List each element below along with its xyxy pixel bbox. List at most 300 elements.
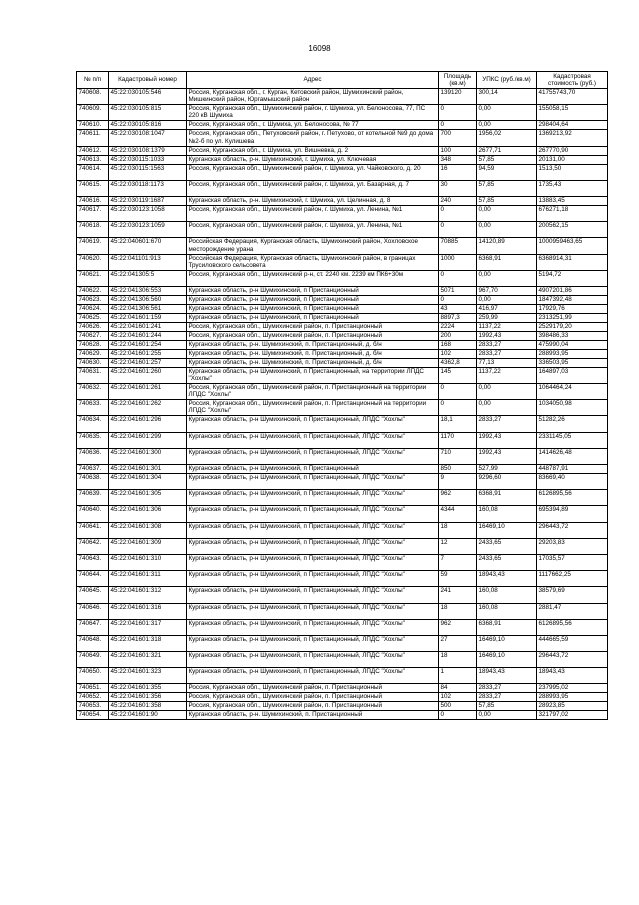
- row-number-cell: 740634.: [77, 416, 109, 432]
- cadastral-number-cell: 45:22:041306:553: [109, 286, 187, 295]
- area-cell: 200: [439, 331, 477, 340]
- upks-cell: 0,00: [477, 205, 537, 221]
- cadastral-value-cell: 288993,95: [537, 349, 608, 358]
- table-row: [77, 180, 608, 196]
- area-cell: 8897,3: [439, 313, 477, 322]
- area-cell: 145: [439, 367, 477, 383]
- address-cell: Россия, Курганская обл., Шумихинский р-н, ст. 2240 км. 2239 км ПК6+30м: [187, 270, 439, 286]
- cadastral-number-cell: 45:22:041601:355: [109, 684, 187, 693]
- cadastral-number-cell: 45:22:030119:1687: [109, 196, 187, 205]
- table-row: [77, 432, 608, 448]
- area-cell: 1: [439, 668, 477, 684]
- area-cell: 240: [439, 196, 477, 205]
- upks-cell: 259,99: [477, 313, 537, 322]
- area-cell: 1170: [439, 432, 477, 448]
- area-cell: 700: [439, 130, 477, 146]
- row-number-cell: 740628.: [77, 340, 109, 349]
- cadastral-number-cell: 45:22:041601:300: [109, 448, 187, 464]
- upks-cell: 967,70: [477, 286, 537, 295]
- area-cell: 70885: [439, 238, 477, 254]
- area-cell: 0: [439, 121, 477, 130]
- row-number-cell: 740632.: [77, 384, 109, 400]
- upks-cell: 6368,91: [477, 619, 537, 635]
- upks-cell: 2833,27: [477, 416, 537, 432]
- cadastral-value-cell: 20131,00: [537, 155, 608, 164]
- table-row: [77, 702, 608, 711]
- cadastral-number-cell: 45:22:041601:90: [109, 711, 187, 720]
- upks-cell: 2833,27: [477, 693, 537, 702]
- area-cell: 7: [439, 554, 477, 570]
- area-cell: 84: [439, 684, 477, 693]
- area-cell: 0: [439, 400, 477, 416]
- address-cell: Россия, Курганская обл., Петуховский район, г. Петухово, от котельной №9 до дома №2-б по ул. Кулишева: [187, 130, 439, 146]
- cadastral-value-cell: 2313251,99: [537, 313, 608, 322]
- cadastral-value-cell: 2529179,20: [537, 322, 608, 331]
- upks-cell: 300,14: [477, 89, 537, 105]
- cadastral-value-cell: 5194,72: [537, 270, 608, 286]
- cadastral-value-cell: 321797,02: [537, 711, 608, 720]
- cadastral-value-cell: 6126895,56: [537, 619, 608, 635]
- area-cell: 102: [439, 693, 477, 702]
- address-cell: Россия, Курганская обл., Шумихинский район, г. Шумиха, ул. Чайковского, д. 20: [187, 164, 439, 180]
- table-row: [77, 286, 608, 295]
- cadastral-number-cell: 45:22:041601:257: [109, 358, 187, 367]
- address-cell: Курганская область, р-н Шумихинский, п Пристанционный: [187, 313, 439, 322]
- cadastral-value-cell: 336503,95: [537, 358, 608, 367]
- row-number-cell: 740621.: [77, 270, 109, 286]
- table-body: [77, 89, 608, 720]
- upks-cell: 2833,27: [477, 349, 537, 358]
- header-cadastral-value: Кадастровая стоимость (руб.): [537, 72, 608, 89]
- row-number-cell: 740642.: [77, 538, 109, 554]
- table-row: [77, 322, 608, 331]
- table-row: [77, 89, 608, 105]
- upks-cell: 1137,22: [477, 367, 537, 383]
- upks-cell: 2833,27: [477, 684, 537, 693]
- cadastral-value-cell: 18943,43: [537, 668, 608, 684]
- cadastral-value-cell: 1414626,48: [537, 448, 608, 464]
- upks-cell: 1956,02: [477, 130, 537, 146]
- area-cell: 18: [439, 522, 477, 538]
- cadastral-number-cell: 45:22:041601:299: [109, 432, 187, 448]
- address-cell: Курганская область, р-н Шумихинский, п Пристанционный, ЛПДС "Хохлы": [187, 554, 439, 570]
- cadastral-number-cell: 45:22:041601:255: [109, 349, 187, 358]
- cadastral-number-cell: 45:22:041601:306: [109, 506, 187, 522]
- row-number-cell: 740653.: [77, 702, 109, 711]
- table-row: [77, 222, 608, 238]
- upks-cell: 160,08: [477, 587, 537, 603]
- upks-cell: 0,00: [477, 400, 537, 416]
- table-row: [77, 538, 608, 554]
- cadastral-number-cell: 45:22:041601:316: [109, 603, 187, 619]
- header-cadastral-number: Кадастровый номер: [109, 72, 187, 89]
- table-row: [77, 619, 608, 635]
- address-cell: Россия, Курганская обл., Шумихинский район, г. Шумиха, ул. Белоносова, 77, ПС 220 кВ Шумиха: [187, 105, 439, 121]
- cadastral-number-cell: 45:22:041601:358: [109, 702, 187, 711]
- area-cell: 962: [439, 490, 477, 506]
- cadastral-value-cell: 6368914,31: [537, 254, 608, 270]
- cadastral-number-cell: 45:22:030105:816: [109, 121, 187, 130]
- row-number-cell: 740611.: [77, 130, 109, 146]
- cadastral-value-cell: 28923,85: [537, 702, 608, 711]
- table-row: [77, 164, 608, 180]
- area-cell: 18: [439, 603, 477, 619]
- cadastral-number-cell: 45:22:041601:310: [109, 554, 187, 570]
- address-cell: Курганская область, р-н Шумихинский, п Пристанционный, ЛПДС "Хохлы": [187, 432, 439, 448]
- row-number-cell: 740633.: [77, 400, 109, 416]
- cadastral-value-cell: 676271,18: [537, 205, 608, 221]
- cadastral-value-cell: 1117662,25: [537, 571, 608, 587]
- area-cell: 0: [439, 711, 477, 720]
- cadastral-number-cell: 45:22:041601:296: [109, 416, 187, 432]
- table-row: [77, 205, 608, 221]
- row-number-cell: 740641.: [77, 522, 109, 538]
- upks-cell: 14120,89: [477, 238, 537, 254]
- cadastral-value-cell: 298404,64: [537, 121, 608, 130]
- row-number-cell: 740618.: [77, 222, 109, 238]
- address-cell: Курганская область, р-н Шумихинский, п Пристанционный, ЛПДС "Хохлы": [187, 635, 439, 651]
- address-cell: Россия, Курганская обл., г. Курган, Кетовский район, Шумихинский район, Мишкинский район, Юргамышский район: [187, 89, 439, 105]
- area-cell: 102: [439, 349, 477, 358]
- cadastral-value-cell: 288993,95: [537, 693, 608, 702]
- table-row: [77, 105, 608, 121]
- cadastral-number-cell: 45:22:041601:262: [109, 400, 187, 416]
- row-number-cell: 740650.: [77, 668, 109, 684]
- address-cell: Курганская область, р-н. Шумихинский, п. Пристанционный, д. б/н: [187, 349, 439, 358]
- cadastral-number-cell: 45:22:041601:311: [109, 571, 187, 587]
- upks-cell: 6368,91: [477, 254, 537, 270]
- row-number-cell: 740625.: [77, 313, 109, 322]
- address-cell: Курганская область, р-н Шумихинский, п Пристанционный, ЛПДС "Хохлы": [187, 668, 439, 684]
- table-row: [77, 367, 608, 383]
- cadastral-number-cell: 45:22:041601:318: [109, 635, 187, 651]
- cadastral-number-cell: 45:22:041601:241: [109, 322, 187, 331]
- cadastral-value-cell: 38579,69: [537, 587, 608, 603]
- header-area: Площадь (кв.м): [439, 72, 477, 89]
- cadastral-value-cell: 1735,43: [537, 180, 608, 196]
- cadastral-value-cell: 6126895,56: [537, 490, 608, 506]
- area-cell: 850: [439, 465, 477, 474]
- table-row: [77, 130, 608, 146]
- cadastral-value-cell: 155058,15: [537, 105, 608, 121]
- table-header-row: [77, 72, 608, 89]
- cadastral-number-cell: 45:22:041601:312: [109, 587, 187, 603]
- upks-cell: 18943,43: [477, 571, 537, 587]
- address-cell: Россия, Курганская обл., Шумихинский район, п. Пристанционный: [187, 331, 439, 340]
- row-number-cell: 740627.: [77, 331, 109, 340]
- table-row: [77, 254, 608, 270]
- row-number-cell: 740646.: [77, 603, 109, 619]
- upks-cell: 1992,43: [477, 432, 537, 448]
- upks-cell: 1137,22: [477, 322, 537, 331]
- cadastral-value-cell: 13883,45: [537, 196, 608, 205]
- upks-cell: 16469,10: [477, 522, 537, 538]
- upks-cell: 527,99: [477, 465, 537, 474]
- table-row: [77, 474, 608, 490]
- area-cell: 18,1: [439, 416, 477, 432]
- cadastral-number-cell: 45:22:030123:1059: [109, 222, 187, 238]
- address-cell: Россия, Курганская обл., Шумихинский район, п. Пристанционный на территории ЛПДС "Хохлы": [187, 400, 439, 416]
- address-cell: Курганская область, р-н Шумихинский, п Пристанционный, ЛПДС "Хохлы": [187, 448, 439, 464]
- cadastral-number-cell: 45:22:030118:1173: [109, 180, 187, 196]
- row-number-cell: 740623.: [77, 295, 109, 304]
- table-row: [77, 349, 608, 358]
- row-number-cell: 740620.: [77, 254, 109, 270]
- address-cell: Курганская область, р-н Шумихинский, п Пристанционный, ЛПДС "Хохлы": [187, 522, 439, 538]
- row-number-cell: 740635.: [77, 432, 109, 448]
- cadastral-value-cell: 1847392,48: [537, 295, 608, 304]
- upks-cell: 9296,60: [477, 474, 537, 490]
- address-cell: Курганская область, р-н Шумихинский, п Пристанционный, ЛПДС "Хохлы": [187, 571, 439, 587]
- table-row: [77, 693, 608, 702]
- table-row: [77, 603, 608, 619]
- area-cell: 710: [439, 448, 477, 464]
- cadastral-value-cell: 51282,26: [537, 416, 608, 432]
- upks-cell: 1992,43: [477, 331, 537, 340]
- cadastral-number-cell: 45:22:041601:323: [109, 668, 187, 684]
- upks-cell: 16469,10: [477, 652, 537, 668]
- table-row: [77, 358, 608, 367]
- cadastral-value-cell: 4907201,86: [537, 286, 608, 295]
- upks-cell: 160,08: [477, 506, 537, 522]
- row-number-cell: 740612.: [77, 146, 109, 155]
- address-cell: Курганская область, р-н. Шумихинский, п. Пристанционный: [187, 711, 439, 720]
- address-cell: Россия, Курганская обл., Шумихинский район, п. Пристанционный: [187, 322, 439, 331]
- address-cell: Россия, Курганская обл., г. Шумиха, ул. Белоносова, № 77: [187, 121, 439, 130]
- row-number-cell: 740617.: [77, 205, 109, 221]
- cadastral-value-cell: 1513,50: [537, 164, 608, 180]
- cadastral-value-cell: 2331145,05: [537, 432, 608, 448]
- cadastral-value-cell: 1369213,92: [537, 130, 608, 146]
- area-cell: 0: [439, 205, 477, 221]
- header-num: № п/п: [77, 72, 109, 89]
- cadastral-value-cell: 267770,90: [537, 146, 608, 155]
- area-cell: 962: [439, 619, 477, 635]
- row-number-cell: 740629.: [77, 349, 109, 358]
- cadastral-value-cell: 200562,15: [537, 222, 608, 238]
- cadastral-value-cell: 2881,47: [537, 603, 608, 619]
- table-row: [77, 506, 608, 522]
- upks-cell: 2433,65: [477, 554, 537, 570]
- cadastral-value-cell: 296443,72: [537, 652, 608, 668]
- address-cell: Курганская область, р-н Шумихинский, п Пристанционный, на территории ЛПДС "Хохлы": [187, 367, 439, 383]
- table-row: [77, 331, 608, 340]
- table-row: [77, 668, 608, 684]
- row-number-cell: 740608.: [77, 89, 109, 105]
- area-cell: 168: [439, 340, 477, 349]
- cadastral-value-cell: 164897,03: [537, 367, 608, 383]
- cadastral-value-cell: 17035,57: [537, 554, 608, 570]
- cadastral-number-cell: 45:22:041601:308: [109, 522, 187, 538]
- area-cell: 241: [439, 587, 477, 603]
- upks-cell: 0,00: [477, 121, 537, 130]
- cadastral-number-cell: 45:22:041601:261: [109, 384, 187, 400]
- cadastral-value-cell: 237995,02: [537, 684, 608, 693]
- cadastral-number-cell: 45:22:041601:321: [109, 652, 187, 668]
- upks-cell: 160,08: [477, 603, 537, 619]
- table-row: [77, 146, 608, 155]
- cadastral-value-cell: 695394,89: [537, 506, 608, 522]
- address-cell: Курганская область, р-н. Шумихинский, г. Шумиха, ул. Целинная, д. 8: [187, 196, 439, 205]
- upks-cell: 1992,43: [477, 448, 537, 464]
- cadastral-number-cell: 45:22:041601:309: [109, 538, 187, 554]
- address-cell: Курганская область, р-н Шумихинский, п Пристанционный, ЛПДС "Хохлы": [187, 619, 439, 635]
- table-row: [77, 400, 608, 416]
- upks-cell: 57,85: [477, 180, 537, 196]
- upks-cell: 94,59: [477, 164, 537, 180]
- area-cell: 18: [439, 652, 477, 668]
- cadastral-value-cell: 29203,83: [537, 538, 608, 554]
- address-cell: Курганская область, р-н Шумихинский, п Пристанционный, ЛПДС "Хохлы": [187, 474, 439, 490]
- address-cell: Россия, Курганская обл., Шумихинский район, г. Шумиха, ул. Ленина, №1: [187, 205, 439, 221]
- area-cell: 2224: [439, 322, 477, 331]
- row-number-cell: 740639.: [77, 490, 109, 506]
- address-cell: Курганская область, р-н Шумихинский, п Пристанционный, ЛПДС "Хохлы": [187, 603, 439, 619]
- row-number-cell: 740640.: [77, 506, 109, 522]
- row-number-cell: 740619.: [77, 238, 109, 254]
- row-number-cell: 740624.: [77, 304, 109, 313]
- row-number-cell: 740616.: [77, 196, 109, 205]
- address-cell: Курганская область, р-н Шумихинский, п Пристанционный, ЛПДС "Хохлы": [187, 587, 439, 603]
- row-number-cell: 740652.: [77, 693, 109, 702]
- address-cell: Курганская область, р-н Шумихинский, п Пристанционный: [187, 465, 439, 474]
- cadastral-number-cell: 45:22:041601:305: [109, 490, 187, 506]
- row-number-cell: 740630.: [77, 358, 109, 367]
- row-number-cell: 740651.: [77, 684, 109, 693]
- upks-cell: 0,00: [477, 105, 537, 121]
- upks-cell: 2833,27: [477, 340, 537, 349]
- address-cell: Курганская область, р-н. Шумихинский, п. Пристанционный, д. б/н: [187, 358, 439, 367]
- address-cell: Россия, Курганская обл., Шумихинский район, п. Пристанционный: [187, 693, 439, 702]
- upks-cell: 0,00: [477, 222, 537, 238]
- cadastral-number-cell: 45:22:041601:304: [109, 474, 187, 490]
- cadastral-number-cell: 45:22:041601:317: [109, 619, 187, 635]
- address-cell: Россия, Курганская обл., Шумихинский район, п. Пристанционный на территории ЛПДС "Хохлы": [187, 384, 439, 400]
- upks-cell: 57,85: [477, 155, 537, 164]
- table-row: [77, 711, 608, 720]
- row-number-cell: 740654.: [77, 711, 109, 720]
- cadastral-value-cell: 475990,04: [537, 340, 608, 349]
- address-cell: Курганская область, р-н. Шумихинский, г. Шумиха, ул. Ключевая: [187, 155, 439, 164]
- area-cell: 1000: [439, 254, 477, 270]
- table-row: [77, 587, 608, 603]
- header-upks: УПКС (руб./кв.м): [477, 72, 537, 89]
- table-row: [77, 448, 608, 464]
- table-row: [77, 304, 608, 313]
- address-cell: Курганская область, р-н Шумихинский, п Пристанционный, ЛПДС "Хохлы": [187, 538, 439, 554]
- row-number-cell: 740643.: [77, 554, 109, 570]
- upks-cell: 2433,65: [477, 538, 537, 554]
- row-number-cell: 740615.: [77, 180, 109, 196]
- table-row: [77, 295, 608, 304]
- table-row: [77, 554, 608, 570]
- cadastral-number-cell: 45:22:041601:356: [109, 693, 187, 702]
- table-row: [77, 522, 608, 538]
- address-cell: Россия, Курганская обл., Шумихинский район, п. Пристанционный: [187, 684, 439, 693]
- row-number-cell: 740613.: [77, 155, 109, 164]
- address-cell: Россия, Курганская обл., Шумихинский район, г. Шумиха, ул. Базарная, д. 7: [187, 180, 439, 196]
- table-row: [77, 384, 608, 400]
- area-cell: 500: [439, 702, 477, 711]
- row-number-cell: 740648.: [77, 635, 109, 651]
- table-row: [77, 270, 608, 286]
- upks-cell: 0,00: [477, 295, 537, 304]
- row-number-cell: 740614.: [77, 164, 109, 180]
- cadastral-number-cell: 45:22:040601:670: [109, 238, 187, 254]
- cadastral-number-cell: 45:22:041601:301: [109, 465, 187, 474]
- upks-cell: 0,00: [477, 384, 537, 400]
- upks-cell: 18943,43: [477, 668, 537, 684]
- table-row: [77, 155, 608, 164]
- cadastral-number-cell: 45:22:030108:1379: [109, 146, 187, 155]
- area-cell: 4362,8: [439, 358, 477, 367]
- address-cell: Курганская область, р-н Шумихинский, п Пристанционный, ЛПДС "Хохлы": [187, 652, 439, 668]
- area-cell: 43: [439, 304, 477, 313]
- address-cell: Курганская область, р-н Шумихинский, п Пристанционный, ЛПДС "Хохлы": [187, 506, 439, 522]
- address-cell: Курганская область, р-н Шумихинский, п Пристанционный: [187, 304, 439, 313]
- address-cell: Курганская область, р-н Шумихинский, п Пристанционный, ЛПДС "Хохлы": [187, 490, 439, 506]
- upks-cell: 77,13: [477, 358, 537, 367]
- area-cell: 100: [439, 146, 477, 155]
- row-number-cell: 740647.: [77, 619, 109, 635]
- address-cell: Курганская область, р-н Шумихинский, п Пристанционный: [187, 286, 439, 295]
- area-cell: 348: [439, 155, 477, 164]
- table-row: [77, 416, 608, 432]
- area-cell: 59: [439, 571, 477, 587]
- area-cell: 0: [439, 105, 477, 121]
- cadastral-value-cell: 41755743,70: [537, 89, 608, 105]
- cadastral-number-cell: 45:22:041601:159: [109, 313, 187, 322]
- upks-cell: 0,00: [477, 270, 537, 286]
- row-number-cell: 740609.: [77, 105, 109, 121]
- row-number-cell: 740636.: [77, 448, 109, 464]
- cadastral-value-cell: 296443,72: [537, 522, 608, 538]
- area-cell: 27: [439, 635, 477, 651]
- area-cell: 0: [439, 384, 477, 400]
- area-cell: 5071: [439, 286, 477, 295]
- cadastral-number-cell: 45:22:041305:5: [109, 270, 187, 286]
- area-cell: 12: [439, 538, 477, 554]
- area-cell: 16: [439, 164, 477, 180]
- cadastral-value-cell: 83669,40: [537, 474, 608, 490]
- address-cell: Курганская область, р-н Шумихинский, п Пристанционный, ЛПДС "Хохлы": [187, 416, 439, 432]
- row-number-cell: 740644.: [77, 571, 109, 587]
- row-number-cell: 740638.: [77, 474, 109, 490]
- cadastral-number-cell: 45:22:041306:561: [109, 304, 187, 313]
- row-number-cell: 740631.: [77, 367, 109, 383]
- address-cell: Россия, Курганская обл., г. Шумиха, ул. Вишневка, д. 2: [187, 146, 439, 155]
- cadastral-number-cell: 45:22:030105:815: [109, 105, 187, 121]
- row-number-cell: 740622.: [77, 286, 109, 295]
- area-cell: 0: [439, 270, 477, 286]
- cadastral-value-cell: 1034050,98: [537, 400, 608, 416]
- address-cell: Курганская область, р-н. Шумихинский, п. Пристанционный, д. б/н: [187, 340, 439, 349]
- cadastral-value-cell: 1000959463,65: [537, 238, 608, 254]
- upks-cell: 0,00: [477, 711, 537, 720]
- upks-cell: 57,85: [477, 196, 537, 205]
- row-number-cell: 740637.: [77, 465, 109, 474]
- cadastral-value-cell: 398486,33: [537, 331, 608, 340]
- area-cell: 30: [439, 180, 477, 196]
- table-row: [77, 652, 608, 668]
- cadastral-number-cell: 45:22:030115:1033: [109, 155, 187, 164]
- cadastral-number-cell: 45:22:041101:913: [109, 254, 187, 270]
- row-number-cell: 740645.: [77, 587, 109, 603]
- address-cell: Российская Федерация, Курганская область, Шумихинский район, Хохловское месторождение урана: [187, 238, 439, 254]
- area-cell: 139120: [439, 89, 477, 105]
- row-number-cell: 740626.: [77, 322, 109, 331]
- table-row: [77, 238, 608, 254]
